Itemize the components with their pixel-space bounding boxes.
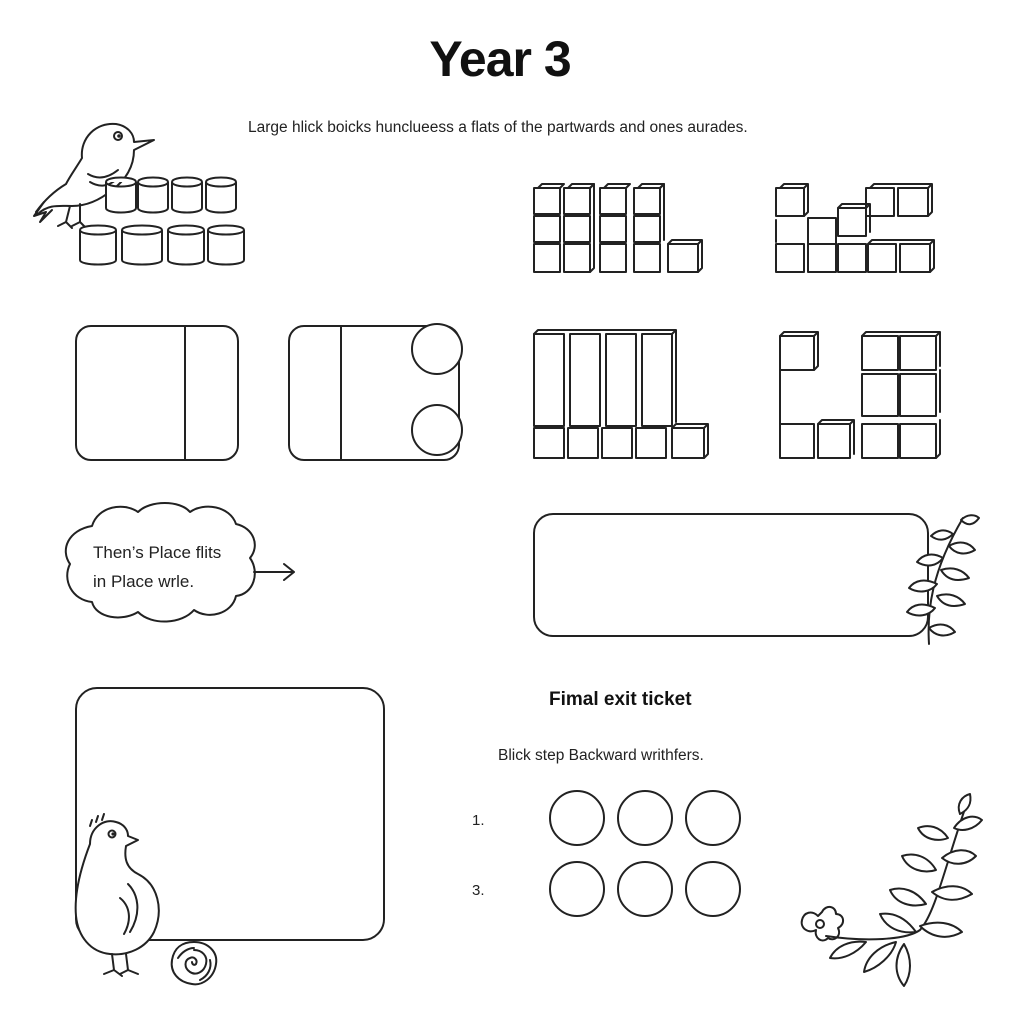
leaf-branch-icon [796, 792, 986, 988]
rose-icon [168, 938, 220, 988]
page-title: Year 3 [429, 31, 571, 87]
tens-rods-group [530, 328, 720, 462]
unit-cube [208, 226, 244, 265]
exit-answer-circles [545, 788, 750, 924]
unit-cube [80, 226, 116, 265]
tens-blocks-group-a [530, 180, 710, 280]
tens-blocks-group-b [772, 180, 942, 280]
answer-circle[interactable] [550, 862, 604, 916]
frame-circles [408, 322, 468, 462]
ones-cubes-group [76, 170, 256, 274]
exit-ticket-instruction: Blick step Backward writhfers. [498, 747, 704, 764]
thought-bubble-text [93, 538, 221, 596]
answer-circle[interactable] [686, 791, 740, 845]
unit-cube [206, 178, 236, 213]
answer-box[interactable] [533, 513, 929, 637]
arrow-right-icon [252, 560, 300, 584]
flat-frame-1-divider [184, 326, 186, 459]
worksheet-instructions: Large hlick boicks hunclueess a flats of the partwards and ones aurades. [248, 119, 748, 136]
exit-row-number: 3. [472, 882, 485, 899]
flat-frame-1 [75, 325, 239, 461]
mixed-blocks-group [776, 328, 946, 462]
thought-line-2: in Place wrle. [93, 572, 195, 591]
exit-row-number: 1. [472, 812, 485, 829]
unit-cube [168, 226, 204, 265]
unit-cube [172, 178, 202, 213]
unit-cube [106, 178, 136, 213]
exit-ticket-title: Fimal exit ticket [549, 689, 692, 710]
answer-circle[interactable] [550, 791, 604, 845]
answer-circle[interactable] [686, 862, 740, 916]
leaf-branch-icon [905, 512, 985, 648]
answer-circle[interactable] [618, 791, 672, 845]
bird-icon [68, 814, 168, 982]
unit-cube [122, 226, 162, 265]
answer-circle[interactable] [618, 862, 672, 916]
thought-line-1: Then’s Place flits [93, 543, 222, 562]
unit-cube [138, 178, 168, 213]
flat-frame-2-divider [340, 326, 342, 459]
